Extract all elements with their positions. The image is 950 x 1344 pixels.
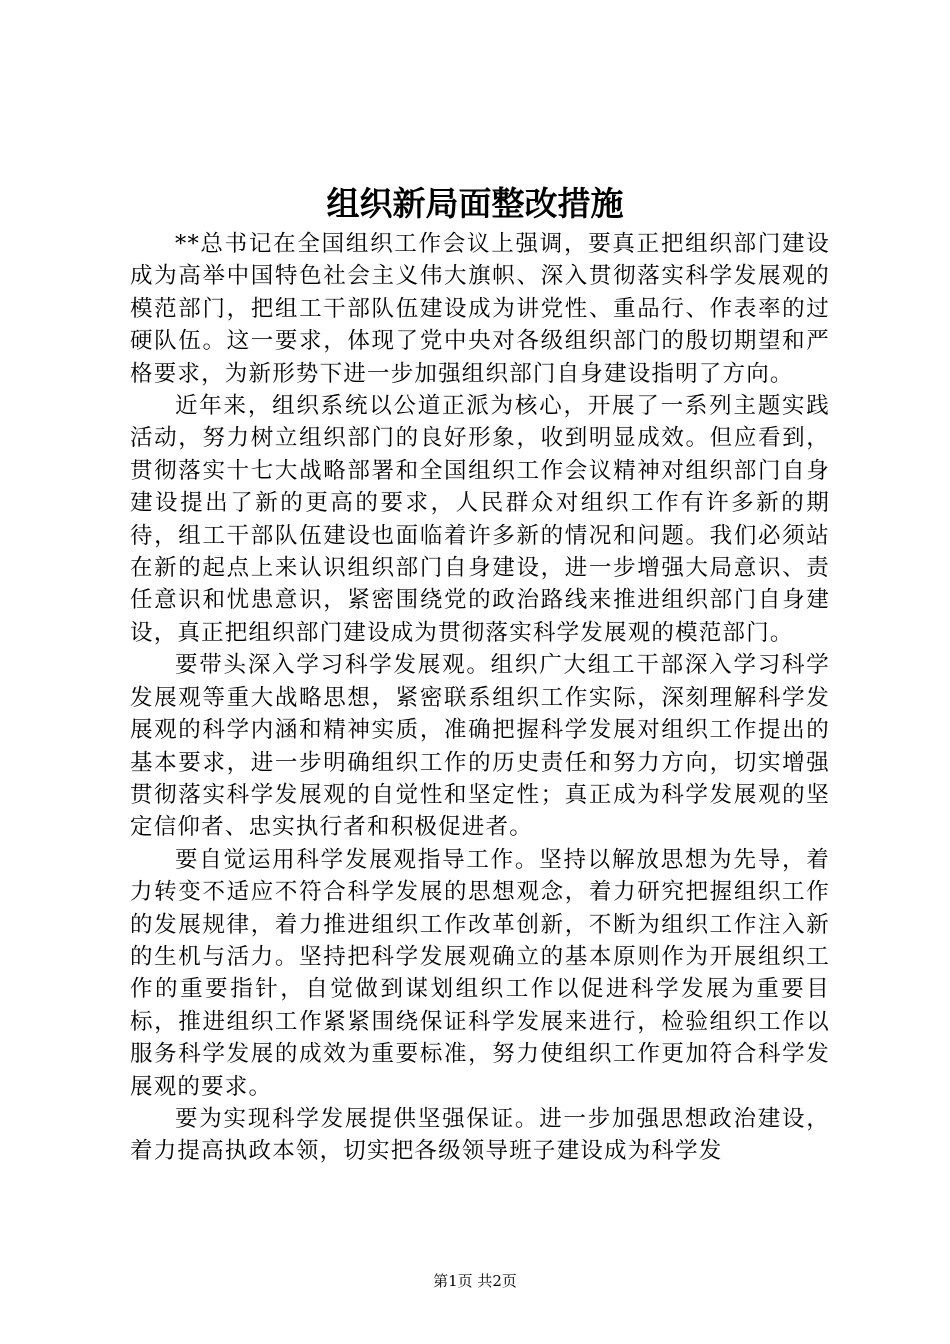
paragraph: 要带头深入学习科学发展观。组织广大组工干部深入学习科学发展观等重大战略思想，紧密联系组织工作实际，深刻理解科学发展观的科学内涵和精神实质，准确把握科学发展对组织工作提出的基本要求，进一步明确组织工作的历史责任和努力方向，切实增强贯彻落实科学发展观的自觉性和坚定性；真正成为科学发展观的坚定信仰者、忠实执行者和积极促进者。 — [130, 652, 830, 841]
paragraph: **总书记在全国组织工作会议上强调，要真正把组织部门建设成为高举中国特色社会主义伟大旗帜、深入贯彻落实科学发展观的模范部门，把组工干部队伍建设成为讲党性、重品行、作表率的过硬队伍。这一要求，体现了党中央对各级组织部门的殷切期望和严格要求，为新形势下进一步加强组织部门自身建设指明了方向。 — [130, 231, 830, 387]
paragraph: 要为实现科学发展提供坚强保证。进一步加强思想政治建设，着力提高执政本领，切实把各级领导班子建设成为科学发 — [130, 1105, 830, 1165]
document-title: 组织新局面整改措施 — [326, 184, 624, 223]
paragraph: 要自觉运用科学发展观指导工作。坚持以解放思想为先导，着力转变不适应不符合科学发展的思想观念，着力研究把握组织工作的发展规律，着力推进组织工作改革创新，不断为组织工作注入新的生机与活力。坚持把科学发展观确立的基本原则作为开展组织工作的重要指针，自觉做到谋划组织工作以促进科学发展为重要目标，推进组织工作紧紧围绕保证科学发展来进行，检验组织工作以服务科学发展的成效为重要标准，努力使组织工作更加符合科学发展观的要求。 — [130, 846, 830, 1100]
page-number-footer: 第1页 共2页 — [433, 1272, 517, 1290]
paragraph: 近年来，组织系统以公道正派为核心，开展了一系列主题实践活动，努力树立组织部门的良好形象，收到明显成效。但应看到，贯彻落实十七大战略部署和全国组织工作会议精神对组织部门自身建设提出了新的更高的要求，人民群众对组织工作有许多新的期待，组工干部队伍建设也面临着许多新的情况和问题。我们必须站在新的起点上来认识组织部门自身建设，进一步增强大局意识、责任意识和忧患意识，紧密围绕党的政治路线来推进组织部门自身建设，真正把组织部门建设成为贯彻落实科学发展观的模范部门。 — [130, 393, 830, 646]
document-body — [130, 228, 830, 1168]
